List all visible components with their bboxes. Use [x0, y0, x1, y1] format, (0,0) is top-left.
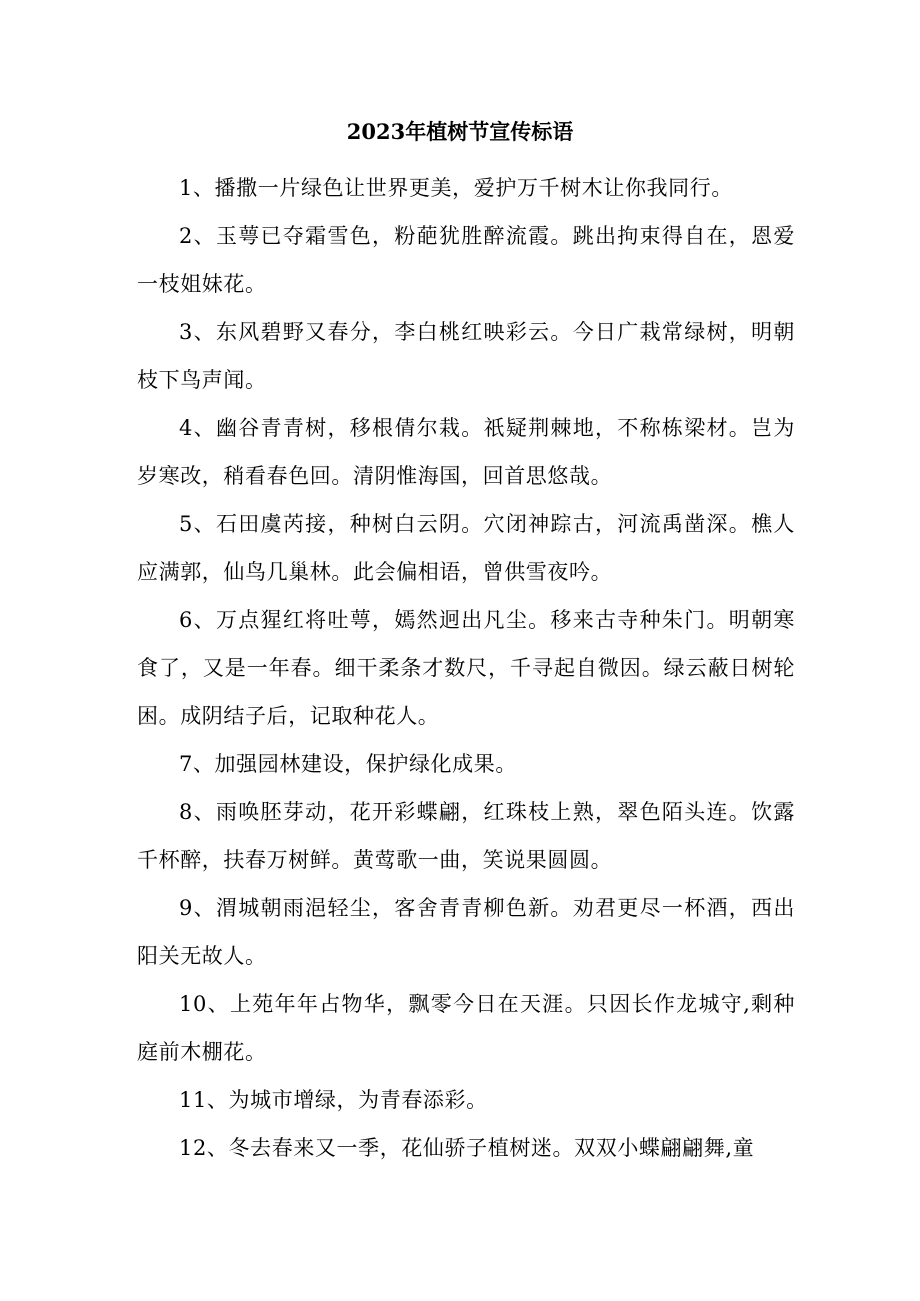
- slogan-paragraph-11: 11、为城市增绿，为青春添彩。: [179, 1088, 488, 1112]
- slogan-paragraph-5: 5、石田虞芮接，种树白云阴。穴闭神踪古，河流禹凿深。樵人应满郭，仙鸟几巢林。此会偏相语，曾供雪夜吟。: [137, 512, 795, 584]
- slogan-paragraph-2: 2、玉萼已夺霜雪色，粉葩犹胜醉流霞。跳出拘束得自在，恩爱一枝姐妹花。: [137, 224, 795, 296]
- slogan-paragraph-12: 12、冬去春来又一季，花仙骄子植树迷。双双小蝶翩翩舞,童: [179, 1136, 755, 1160]
- slogan-paragraph-4: 4、幽谷青青树，移根倩尔栽。祇疑荆棘地，不称栋梁材。岂为岁寒改，稍看春色回。清阴惟海国，回首思悠哉。: [137, 416, 795, 488]
- slogan-paragraph-3: 3、东风碧野又春分，李白桃红映彩云。今日广栽常绿树，明朝枝下鸟声闻。: [137, 320, 795, 392]
- slogan-paragraph-1: 1、播撒一片绿色让世界更美，爱护万千树木让你我同行。: [179, 176, 733, 200]
- slogan-paragraph-8: 8、雨唤胚芽动，花开彩蝶翩，红珠枝上熟，翠色陌头连。饮露千杯醉，扶春万树鲜。黄莺歌一曲，笑说果圆圆。: [137, 800, 795, 872]
- document-body: [137, 164, 795, 1172]
- slogan-paragraph-10: 10、上苑年年占物华，飘零今日在天涯。只因长作龙城守,剩种庭前木棚花。: [137, 992, 795, 1064]
- document-title: 2023年植树节宣传标语: [346, 119, 574, 144]
- slogan-paragraph-9: 9、渭城朝雨浥轻尘，客舍青青柳色新。劝君更尽一杯酒，西出阳关无故人。: [137, 896, 795, 968]
- slogan-paragraph-6: 6、万点猩红将吐萼，嫣然迥出凡尘。移来古寺种朱门。明朝寒食了，又是一年春。细干柔条才数尺，千寻起自微因。绿云蔽日树轮困。成阴结子后，记取种花人。: [137, 608, 795, 728]
- slogan-paragraph-7: 7、加强园林建设，保护绿化成果。: [179, 752, 517, 776]
